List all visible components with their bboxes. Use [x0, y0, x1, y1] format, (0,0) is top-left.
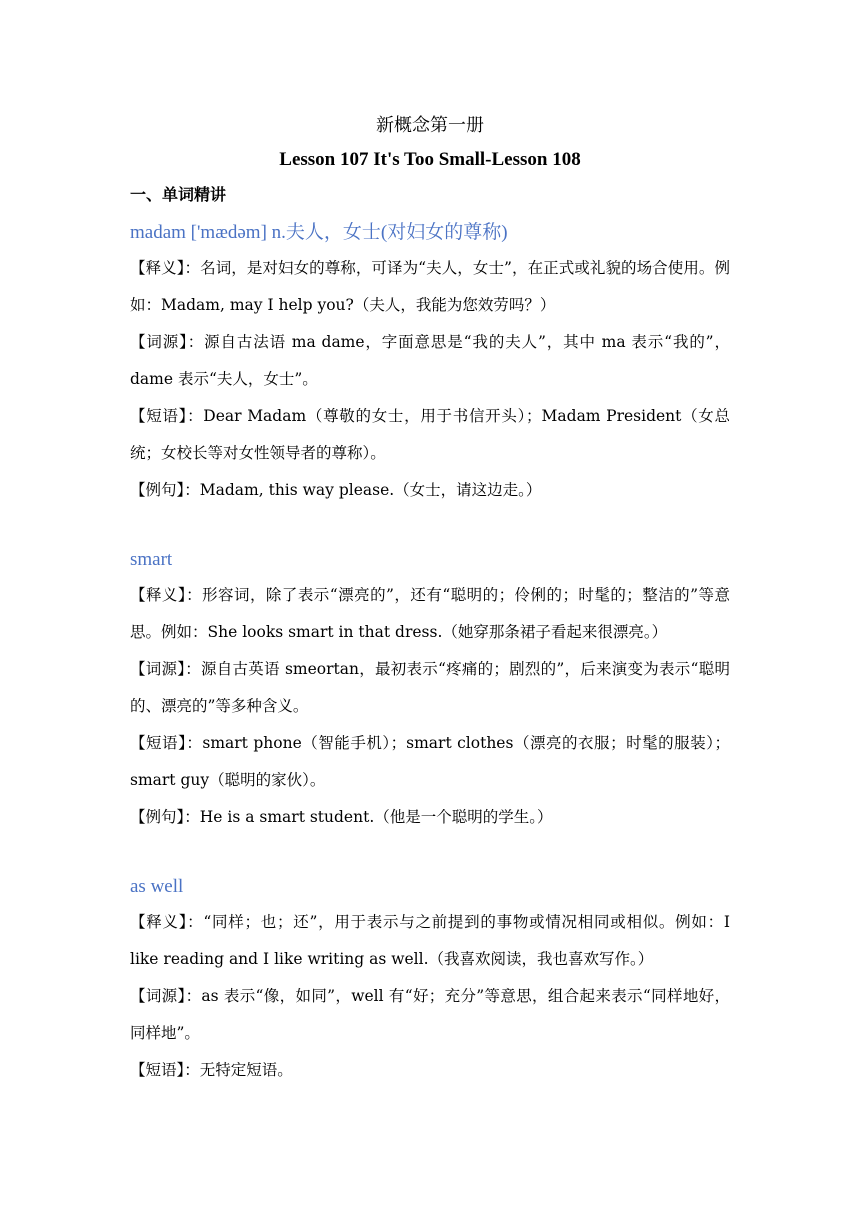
definition-paragraph	[130, 577, 730, 651]
paragraph-text: ：名词，是对妇女的尊称，可译为“夫人，女士”，在正式或礼貌的场合使用。例如：Madam, may I help you?（夫人，我能为您效劳吗？）	[130, 259, 730, 314]
etymology-paragraph	[130, 978, 730, 1052]
paragraph-label: 【短语】	[130, 407, 188, 425]
phrases-paragraph	[130, 398, 730, 472]
document-page	[130, 110, 730, 1089]
paragraph-label: 【释义】	[130, 259, 185, 277]
etymology-paragraph	[130, 324, 730, 398]
vocab-word: madam ['mædəm] n.夫人，女士(对妇女的尊称)	[130, 222, 508, 243]
example-paragraph	[130, 799, 730, 836]
definition-paragraph	[130, 904, 730, 978]
vocab-entry-smart	[130, 543, 730, 836]
paragraph-text: ：源自古法语 ma dame，字面意思是“我的夫人”，其中 ma 表示“我的”，dame 表示“夫人，女士”。	[130, 333, 730, 388]
paragraph-label: 【例句】	[130, 808, 185, 826]
paragraph-label: 【词源】	[130, 660, 186, 678]
paragraph-text: ：Dear Madam（尊敬的女士，用于书信开头）；Madam President（女总统；女校长等对女性领导者的尊称）。	[130, 407, 730, 462]
paragraph-label: 【词源】	[130, 333, 188, 351]
vocab-entry-as-well	[130, 870, 730, 1089]
paragraph-text: ：Madam, this way please.（女士，请这边走。）	[184, 481, 542, 499]
paragraph-label: 【释义】	[130, 913, 188, 931]
lesson-subtitle: Lesson 107 It's Too Small-Lesson 108	[279, 149, 581, 170]
paragraph-text: ：形容词，除了表示“漂亮的”，还有“聪明的；伶俐的；时髦的；整洁的”等意思。例如：She looks smart in that dress.（她穿那条裙子看起来很漂亮。）	[130, 586, 730, 641]
phrases-paragraph	[130, 1052, 730, 1089]
definition-paragraph	[130, 250, 730, 324]
paragraph-text: ：源自古英语 smeortan，最初表示“疼痛的；剧烈的”，后来演变为表示“聪明的、漂亮的”等多种含义。	[130, 660, 730, 715]
paragraph-text: ：“同样；也；还”，用于表示与之前提到的事物或情况相同或相似。例如：I like reading and I like writing as well.（我喜欢阅读，我也喜欢写作。）	[130, 913, 730, 968]
vocab-entry-madam	[130, 216, 730, 509]
paragraph-text: ：无特定短语。	[184, 1061, 293, 1079]
example-paragraph	[130, 472, 730, 509]
paragraph-label: 【例句】	[130, 481, 185, 499]
paragraph-label: 【词源】	[130, 987, 186, 1005]
paragraph-label: 【短语】	[130, 734, 187, 752]
vocab-word: smart	[130, 549, 173, 570]
vocab-word: as well	[130, 876, 184, 897]
section-heading: 一、单词精讲	[130, 185, 227, 204]
paragraph-text: ：smart phone（智能手机）；smart clothes（漂亮的衣服；时髦的服装）；smart guy（聪明的家伙）。	[130, 734, 730, 789]
entry-spacer	[130, 836, 730, 870]
phrases-paragraph	[130, 725, 730, 799]
paragraph-label: 【短语】	[130, 1061, 185, 1079]
paragraph-text: ：He is a smart student.（他是一个聪明的学生。）	[184, 808, 553, 826]
paragraph-text: ：as 表示“像，如同”，well 有“好；充分”等意思，组合起来表示“同样地好，同样地”。	[130, 987, 730, 1042]
paragraph-label: 【释义】	[130, 586, 187, 604]
entry-spacer	[130, 509, 730, 543]
etymology-paragraph	[130, 651, 730, 725]
document-title: 新概念第一册	[376, 115, 484, 136]
